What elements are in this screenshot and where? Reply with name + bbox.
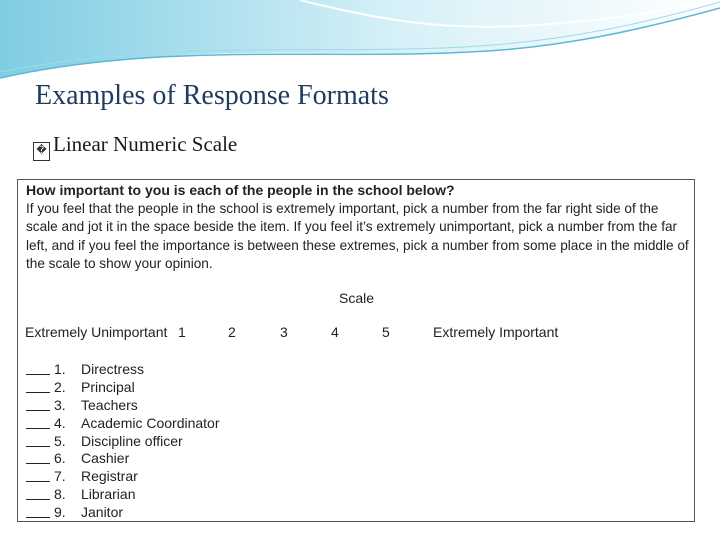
item-label: Directress <box>81 361 145 377</box>
item-label: Discipline officer <box>81 432 183 449</box>
answer-blank[interactable] <box>26 486 50 500</box>
scale-row <box>18 324 694 344</box>
item-number: 9. <box>54 504 66 521</box>
list-item <box>26 468 326 486</box>
bullet-text: Linear Numeric Scale <box>53 132 238 156</box>
header-wave-decoration <box>0 0 720 90</box>
item-number: 7. <box>54 468 66 485</box>
item-number: 8. <box>54 486 66 503</box>
answer-blank[interactable] <box>26 433 50 447</box>
scale-point: 3 <box>280 324 288 340</box>
list-item <box>26 486 326 504</box>
scale-point: 4 <box>331 324 339 340</box>
answer-blank[interactable] <box>26 504 50 518</box>
item-label: Janitor <box>81 504 124 521</box>
item-number: 1. <box>54 361 66 377</box>
item-label: Registrar <box>81 468 138 485</box>
bullet-glyph: � <box>33 142 50 161</box>
item-label: Principal <box>81 378 135 395</box>
item-number: 3. <box>54 396 66 413</box>
scale-high-label: Extremely Important <box>433 324 559 340</box>
item-list <box>26 361 326 522</box>
scale-low-label: Extremely Unimportant <box>25 324 168 340</box>
item-number: 4. <box>54 414 66 431</box>
item-number: 5. <box>54 432 66 449</box>
question-instructions: If you feel that the people in the school is extremely important, pick a number from the far right side of the scale and jot it in the space beside the item. If you feel it’s extremely unimportant, pick a number from the far left, and if you feel the importance is between these extremes, pick a number from some place in the middle of the scale to show your opinion. <box>26 201 689 271</box>
answer-blank[interactable] <box>26 415 50 429</box>
scale-point: 1 <box>178 324 186 340</box>
list-item <box>26 450 326 468</box>
survey-example-panel <box>17 179 695 522</box>
answer-blank[interactable] <box>26 450 50 464</box>
list-item <box>26 379 326 397</box>
scale-point: 5 <box>382 324 390 340</box>
item-number: 6. <box>54 450 66 467</box>
list-item <box>26 415 326 433</box>
scale-point: 2 <box>228 324 236 340</box>
bullet-item <box>33 132 237 161</box>
answer-blank[interactable] <box>26 379 50 393</box>
list-item <box>26 361 326 379</box>
answer-blank[interactable] <box>26 397 50 411</box>
scale-title: Scale <box>339 290 375 306</box>
item-label: Teachers <box>81 396 138 413</box>
item-label: Cashier <box>81 450 130 467</box>
answer-blank[interactable] <box>26 468 50 482</box>
list-item <box>26 504 326 522</box>
answer-blank[interactable] <box>26 361 50 375</box>
list-item <box>26 397 326 415</box>
item-label: Librarian <box>81 486 136 503</box>
item-label: Academic Coordinator <box>81 414 220 431</box>
item-number: 2. <box>54 378 66 395</box>
slide-title: Examples of Response Formats <box>35 80 389 111</box>
question-heading: How important to you is each of the people in the school below? <box>26 182 455 198</box>
list-item <box>26 433 326 451</box>
